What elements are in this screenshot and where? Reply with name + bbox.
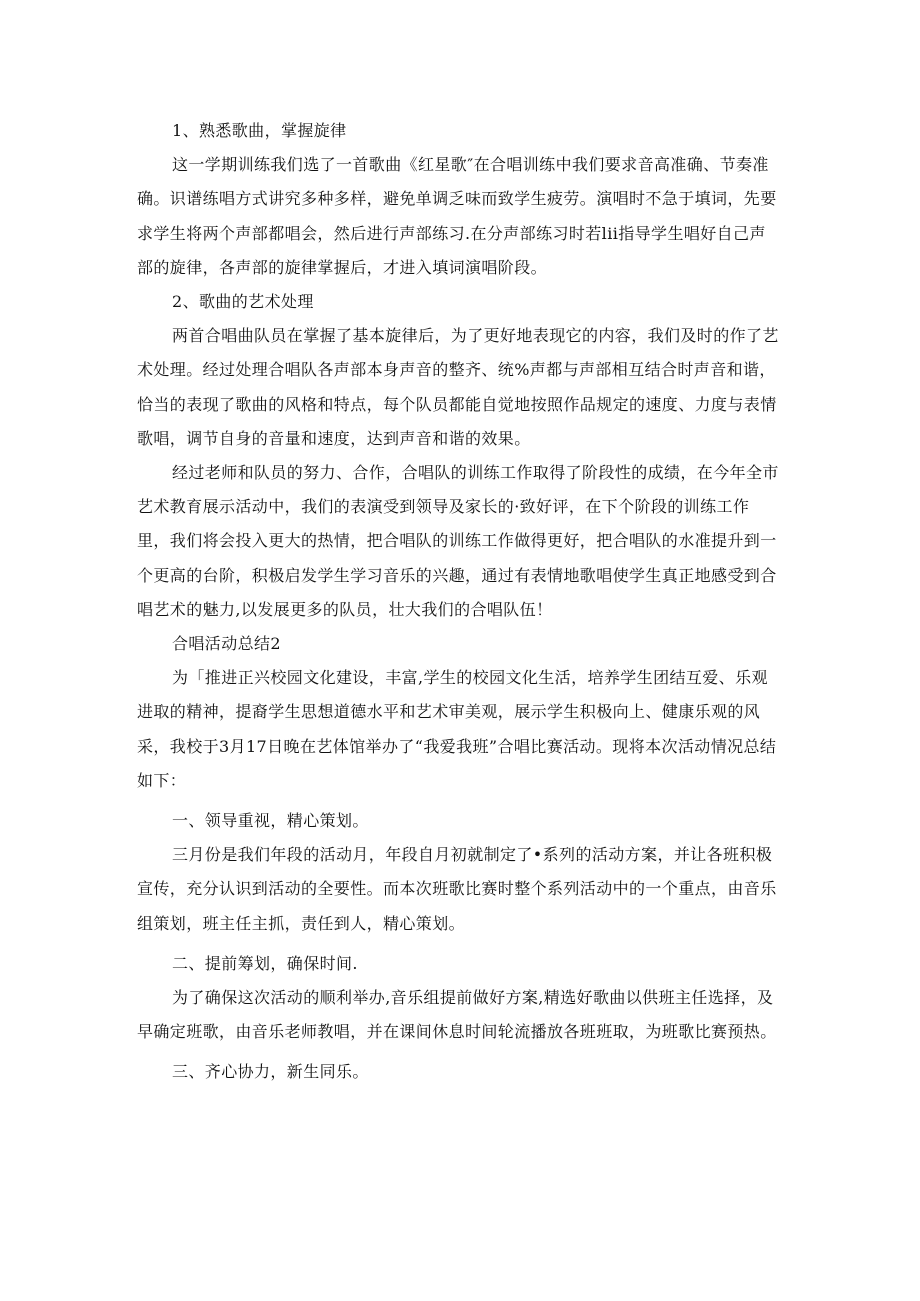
paragraph-achievements: 经过老师和队员的努力、合作，合唱队的训练工作取得了阶段性的成绩，在今年全市艺术教育展示活动中，我们的表演受到领导及家长的·致好评，在下个阶段的训练工作里，我们将会投入更大的热情，把合唱队的训练工作做得更好，把合唱队的水准提升到一个更高的台阶，积极启发学生学习音乐的兴趣，通过有表情地歌唱使学生真正地感受到合唱艺术的魅力,以发展更多的队员，壮大我们的合唱队伍！ bbox=[137, 463, 779, 619]
paragraph-planning: 为了确保这次活动的顺利举办,音乐组提前做好方案,精选好歌曲以供班主任选择，及早确定班歌，由音乐老师教唱，并在课间休息时间轮流播放各班班取，为班歌比赛预热。 bbox=[137, 988, 777, 1042]
section-heading-artistic-treatment: 2、歌曲的艺术处理 bbox=[172, 292, 314, 312]
section-heading-cooperation: 三、齐心协力，新生同乐。 bbox=[172, 1062, 369, 1082]
section-heading-summary-2: 合唱活动总结2 bbox=[172, 634, 281, 654]
paragraph-training-method: 这一学期训练我们选了一首歌曲《红星歌″在合唱训练中我们要求音高准确、节奏准确。识谱练唱方式讲究多种多样，避免单调乏味而致学生疲劳。演唱时不急于填词，先要求学生将两个声部都唱会，然后进行声部练习.在分声部练习时若lii指导学生唱好自己声部的旋律，各声部的旋律掌握后，才进入填词演唱阶段。 bbox=[137, 155, 777, 277]
section-heading-planning: 二、提前筹划，确保时间. bbox=[172, 953, 358, 973]
paragraph-summary-intro: 为「推进正兴校园文化建设，丰富,学生的校园文化生活，培养学生团结互爱、乐观进取的精神，提裔学生思想道德水平和艺术审美观，展示学生积极向上、健康乐观的风采，我校于3月17日晚在艺体馆举办了“我爱我班”合唱比赛活动。现将本次活动情况总结如下： bbox=[137, 668, 777, 790]
document-body bbox=[137, 114, 782, 1090]
section-heading-leadership: 一、领导重视，精心策划。 bbox=[172, 811, 369, 831]
section-heading-familiarize-songs: 1、熟悉歌曲，掌握旋律 bbox=[172, 121, 347, 140]
paragraph-artistic-treatment: 两首合唱曲队员在掌握了基本旋律后，为了更好地表现它的内容，我们及时的作了艺术处理。经过处理合唱队各声部本身声音的整齐、统%声都与声部相互结合时声音和谐，恰当的表现了歌曲的风格和特点，每个队员都能自觉地按照作品规定的速度、力度与表情歌唱，调节自身的音量和速度，达到声音和谐的效果。 bbox=[137, 326, 779, 448]
paragraph-leadership: 三月份是我们年段的活动月，年段自月初就制定了•系列的活动方案，并让各班积极宣传，充分认识到活动的全要性。而本次班歌比赛时整个系列活动中的一个重点，由音乐组策划，班主任主抓，责任到人，精心策划。 bbox=[137, 845, 777, 933]
